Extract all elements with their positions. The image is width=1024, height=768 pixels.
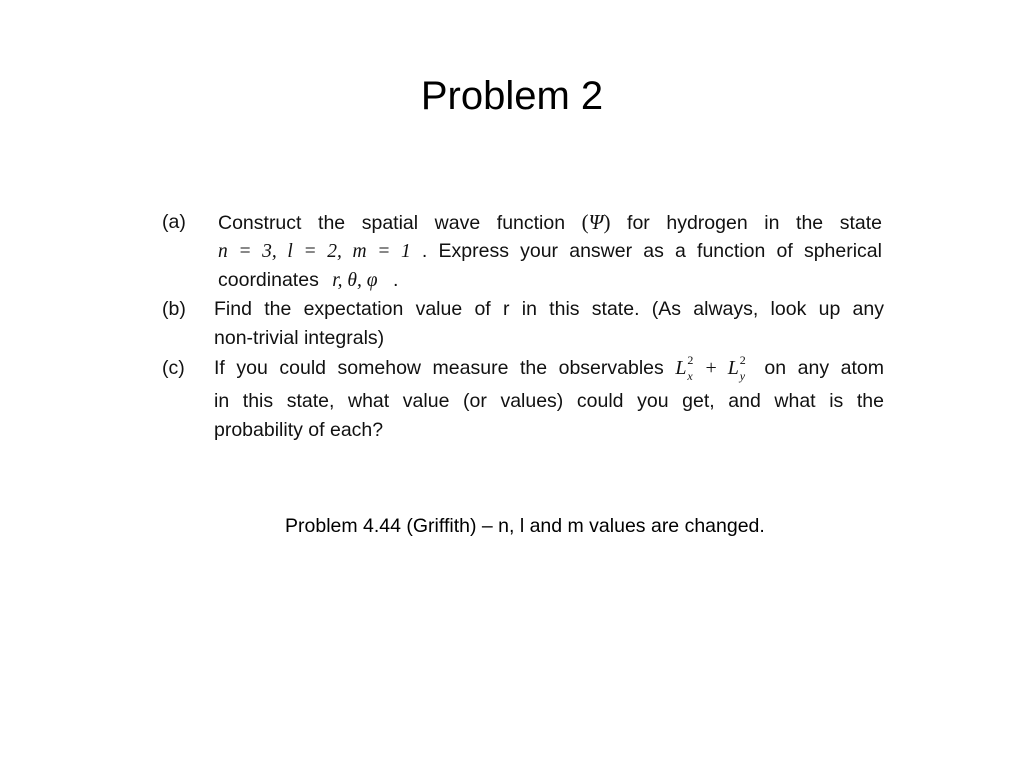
text-segment: for hydrogen in the state — [627, 212, 882, 234]
text-segment: on any atom — [764, 357, 885, 379]
quantum-state: n = 3, l = 2, m = 1 — [218, 241, 411, 262]
footnote: Problem 4.44 (Griffith) – n, l and m values are changed. — [285, 515, 765, 537]
observable-expression: L 2 x + L 2 y — [675, 353, 746, 383]
part-a-line-3 — [218, 266, 882, 295]
text-segment: . — [392, 269, 399, 291]
part-b-line-1: Find the expectation value of r in this state. (As always, look up any — [214, 298, 884, 320]
slide-title: Problem 2 — [420, 74, 604, 118]
part-label: (c) — [162, 357, 185, 379]
part-b-line-2: non-trivial integrals) — [214, 327, 385, 349]
text-segment: . Express your answer as a function of spherical — [421, 240, 882, 262]
text-segment: If you could somehow measure the observables — [214, 357, 664, 379]
part-c-line-2: in this state, what value (or values) could you get, and what is the — [214, 390, 884, 412]
wave-function-symbol: (Ψ) — [581, 210, 611, 234]
part-a-line-2 — [218, 237, 882, 266]
part-label: (a) — [162, 211, 186, 233]
text-segment: Construct the spatial wave function — [218, 212, 566, 234]
problem-statement-image — [158, 204, 888, 444]
text-segment: coordinates — [218, 269, 319, 291]
part-a-line-1 — [218, 208, 882, 237]
part-c-line-1 — [214, 354, 884, 383]
part-c-line-3: probability of each? — [214, 419, 384, 441]
part-label: (b) — [162, 298, 186, 320]
spherical-coordinates: r, θ, φ — [332, 270, 378, 291]
